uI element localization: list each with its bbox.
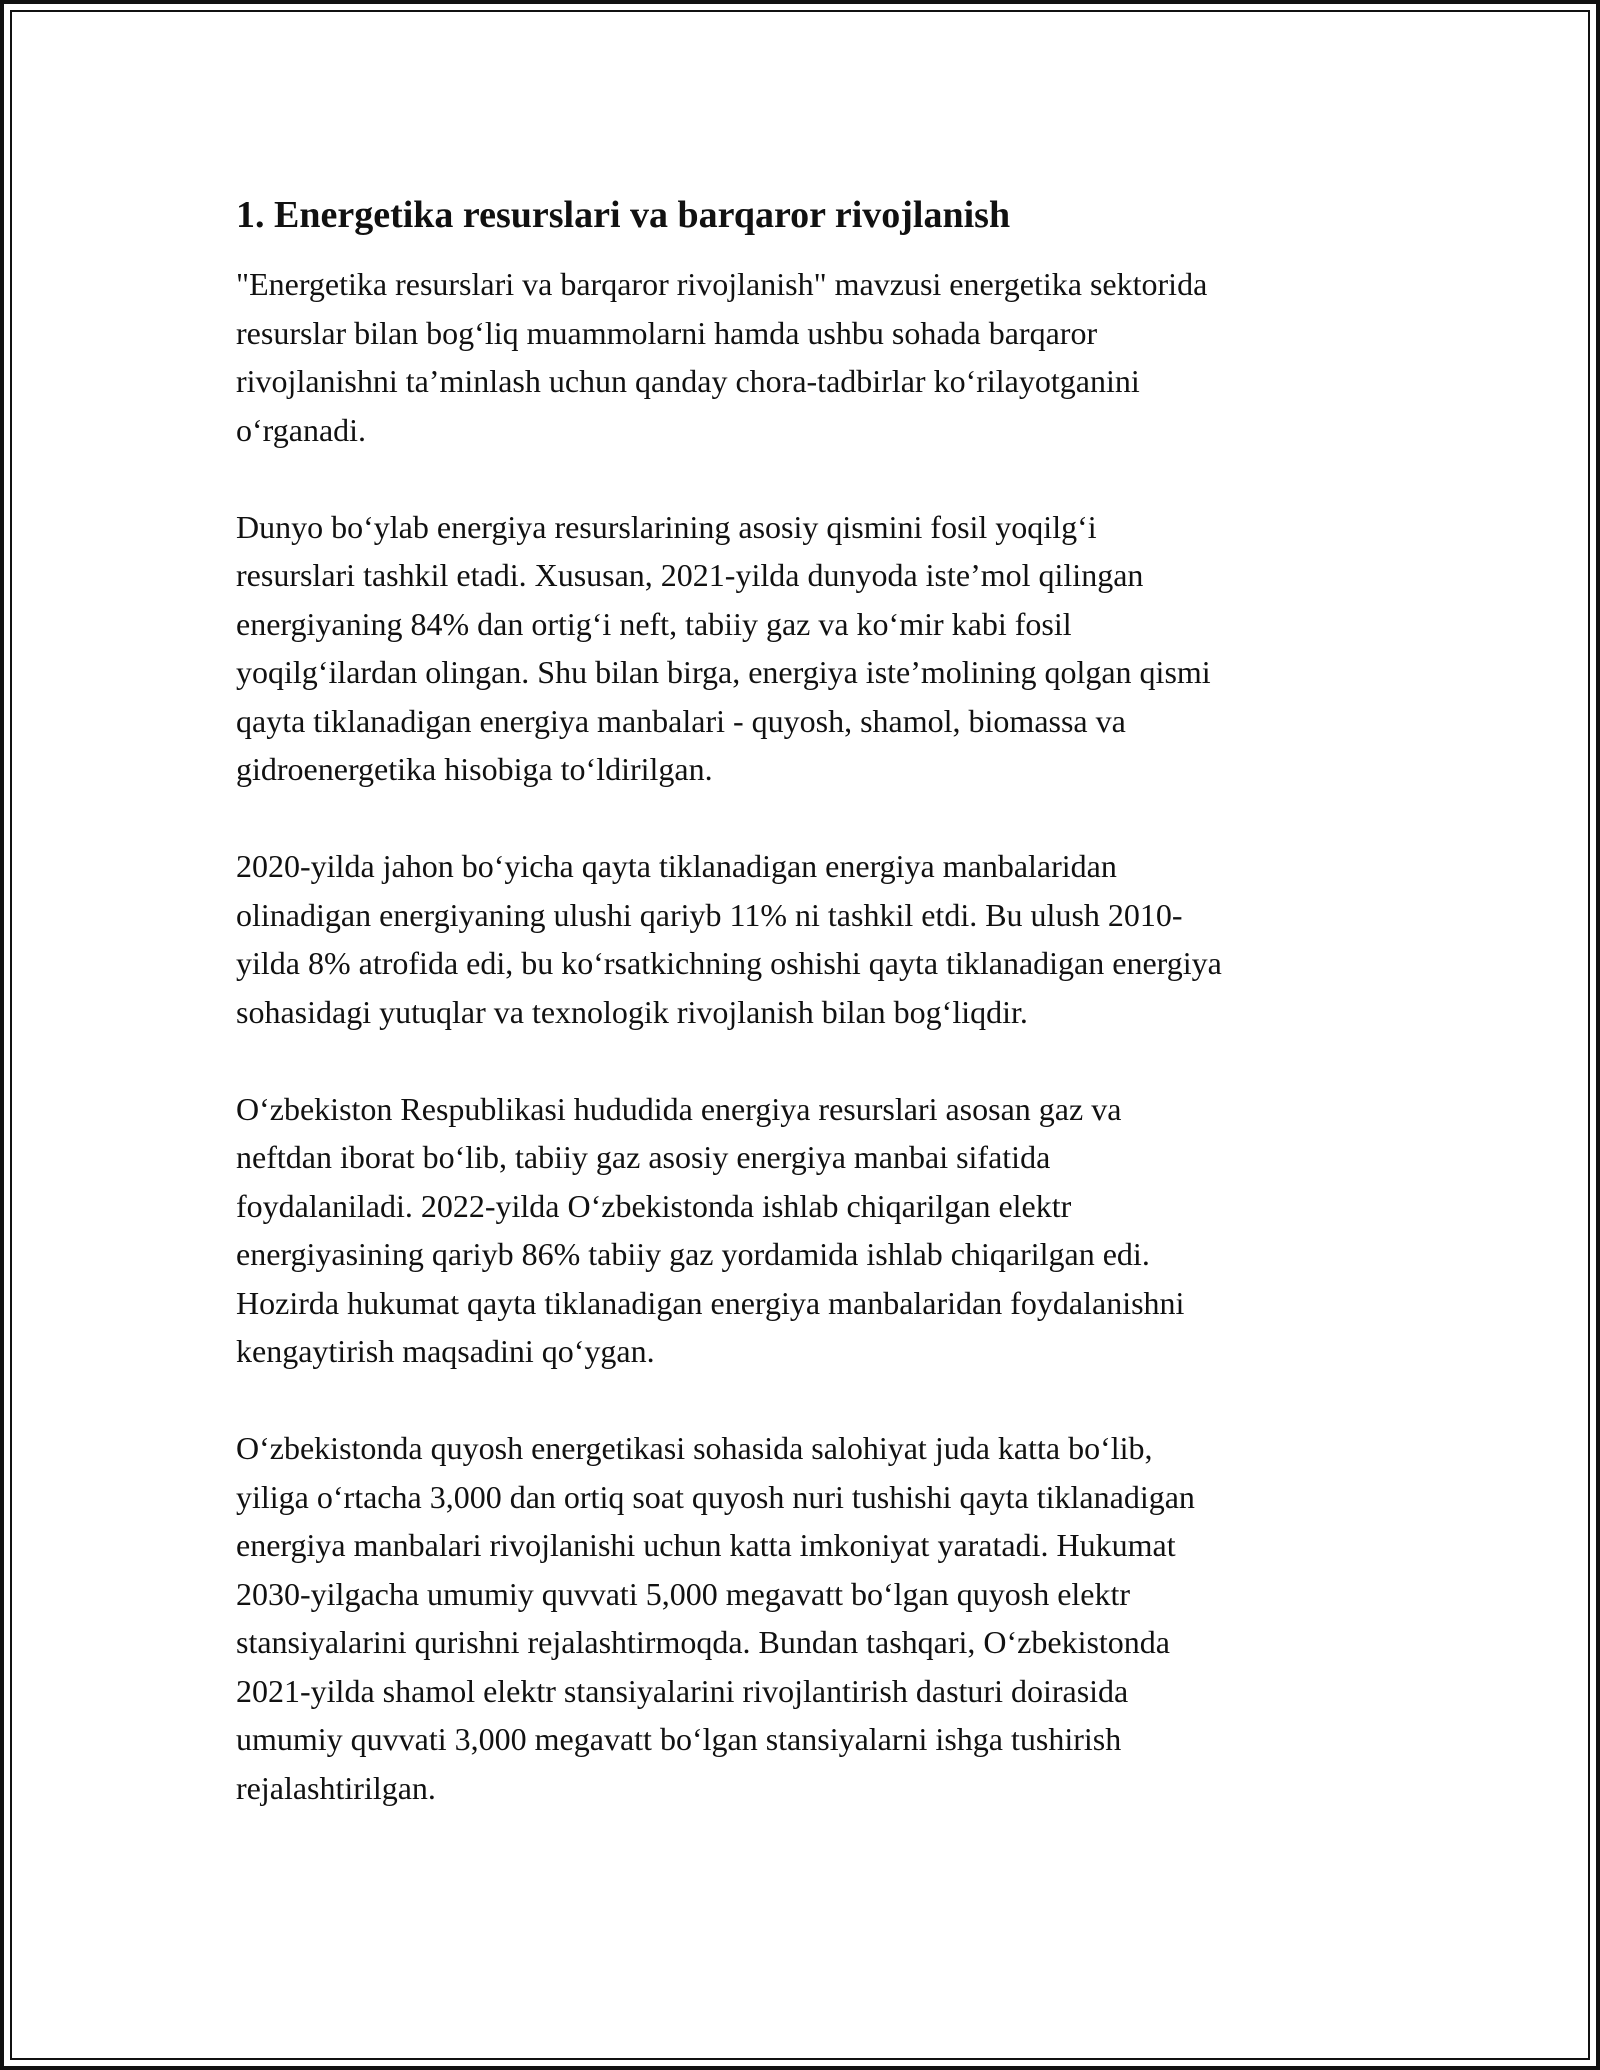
paragraph-renewable-share: 2020-yilda jahon bo‘yicha qayta tiklanadigan energiya manbalaridan olinadigan energiyaning ulushi qariyb 11% ni tashkil etdi. Bu ulush 2010- yilda 8% atrofida edi, bu ko‘rsatkichning oshishi qayta tiklanadigan energiya sohasidagi yutuqlar va texnologik rivojlanish bilan bog‘liqdir. — [236, 848, 1222, 1030]
paragraph-uzbekistan-solar-wind: O‘zbekistonda quyosh energetikasi sohasida salohiyat juda katta bo‘lib, yiliga o‘rtacha 3,000 dan ortiq soat quyosh nuri tushishi qayta tiklanadigan energiya manbalari rivojlanishi uchun katta imkoniyat yaratadi. Hukumat 2030-yilgacha umumiy quvvati 5,000 megavatt bo‘lgan quyosh elektr stansiyalarini qurishni rejalashtirmoqda. Bundan tashqari, O‘zbekistonda 2021-yilda shamol elektr stansiyalarini rivojlantirish dasturi doirasida umumiy quvvati 3,000 megavatt bo‘lgan stansiyalarni ishga tushirish rejalashtirilgan. — [236, 1430, 1195, 1806]
document-body — [236, 190, 1386, 1861]
paragraph-intro: "Energetika resurslari va barqaror rivojlanish" mavzusi energetika sektorida resurslar bilan bog‘liq muammolarni hamda ushbu sohada barqaror rivojlanishni ta’minlash uchun qanday chora-tadbirlar ko‘rilayotganini o‘rganadi. — [236, 266, 1208, 448]
paragraph-global-fossil-share: Dunyo bo‘ylab energiya resurslarining asosiy qismini fosil yoqilg‘i resurslari tashkil etadi. Xususan, 2021-yilda dunyoda iste’mol qilingan energiyaning 84% dan ortig‘i neft, tabiiy gaz va ko‘mir kabi fosil yoqilg‘ilardan olingan. Shu bilan birga, energiya iste’molining qolgan qismi qayta tiklanadigan energiya manbalari - quyosh, shamol, biomassa va gidroenergetika hisobiga to‘ldirilgan. — [236, 508, 1211, 787]
paragraph-uzbekistan-resources: O‘zbekiston Respublikasi hududida energiya resurslari asosan gaz va neftdan iborat bo‘lib, tabiiy gaz asosiy energiya manbai sifatida foydalaniladi. 2022-yilda O‘zbekistonda ishlab chiqarilgan elektr energiyasining qariyb 86% tabiiy gaz yordamida ishlab chiqarilgan edi. Hozirda hukumat qayta tiklanadigan energiya manbalaridan foydalanishni kengaytirish maqsadini qo‘ygan. — [236, 1090, 1185, 1369]
section-heading: 1. Energetika resurslari va barqaror rivojlanish — [236, 194, 1011, 236]
